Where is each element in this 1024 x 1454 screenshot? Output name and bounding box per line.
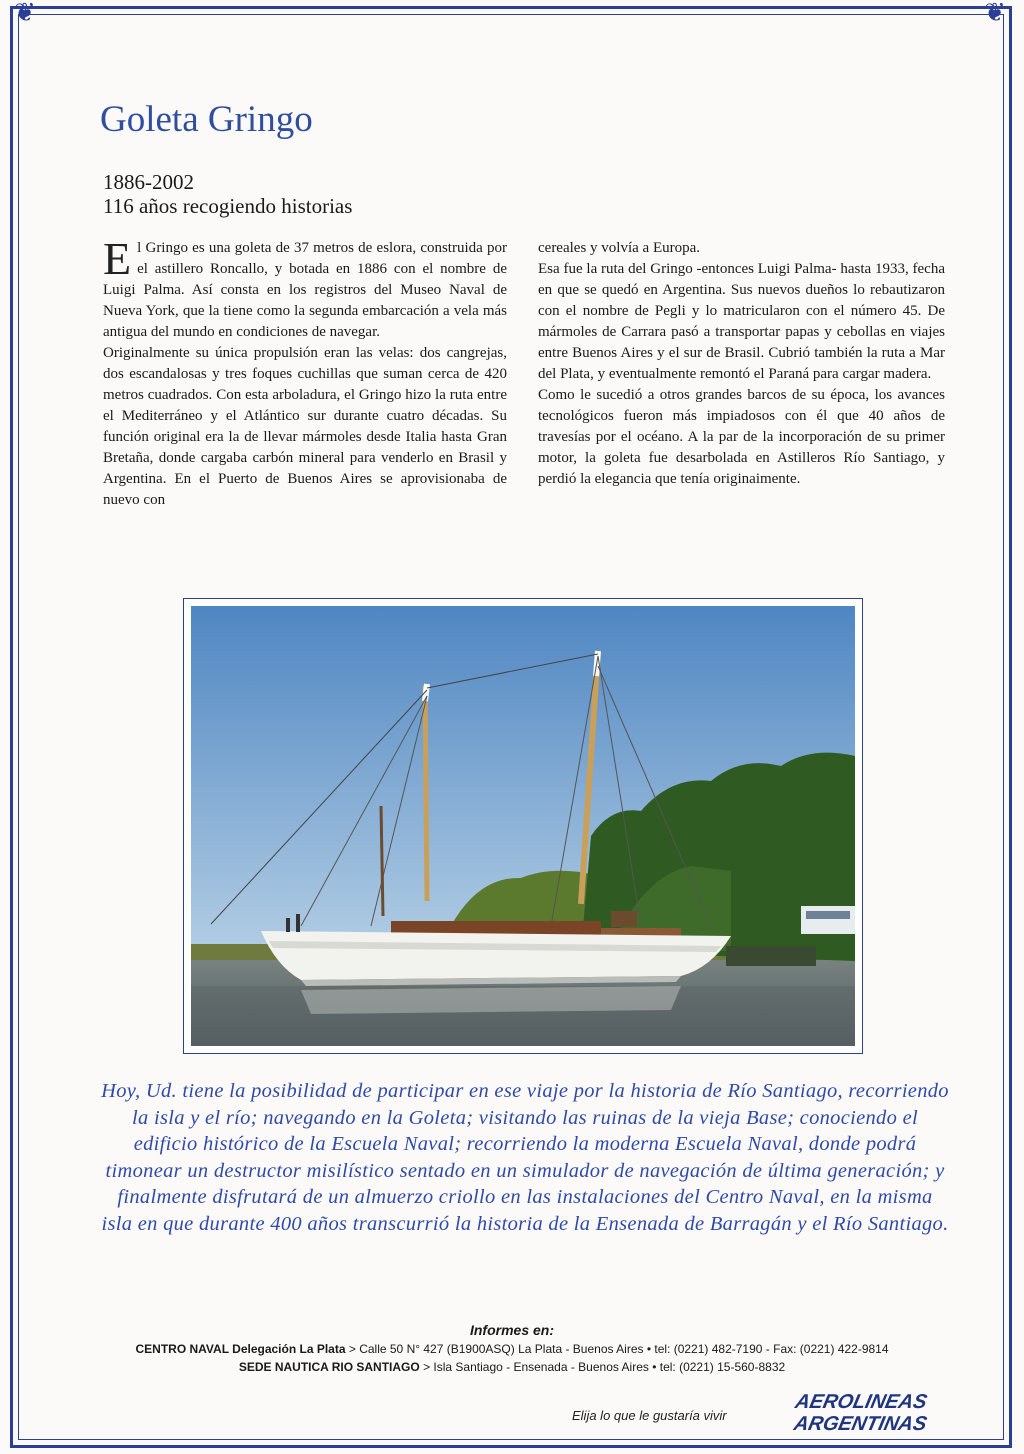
aerolineas-argentinas-logo	[780, 1388, 940, 1434]
paragraph: Originalmente su única propulsión eran las velas: dos cangrejas, dos escandalosas y tres foques cuchillas que suman cerca de 420 metros cuadrados. Con esta arboladura, el Gringo hizo la ruta entre el Mediterráneo y el Atlántico sur durante cuatro décadas. Su función original era la de llevar mármoles desde Italia hasta Gran Bretaña, donde cargaba carbón mineral para venderlo en Brasil y Argentina. En el Puerto de Buenos Aires se aprovisionaba de nuevo con	[103, 345, 507, 508]
paragraph: cereales y volvía a Europa.	[538, 240, 701, 256]
corner-ornament-icon: ❦	[14, 0, 36, 27]
contact-line-centro-naval: CENTRO NAVAL Delegación La Plata > Calle 50 N° 427 (B1900ASQ) La Plata - Buenos Aires • tel: (0221) 482-7190 - Fax: (0221) 422-9814	[135, 1342, 889, 1356]
text-column-right	[538, 238, 945, 490]
corner-ornament-icon: ❦	[984, 0, 1006, 27]
promo-text: Hoy, Ud. tiene la posibilidad de participar en ese viaje por la historia de Río Santiago, recorriendo la isla y el río; navegando en la Goleta; visitando las ruinas de la vieja Base; conociendo el edificio histórico de la Escuela Naval; recorriendo la moderna Escuela Naval, donde podrá timonear un destructor misilístico sentado en un simulador de navegación de última generación; y finalmente disfrutará de un almuerzo criollo en las instalaciones del Centro Naval, en la misma isla en que durante 400 años transcurrió la historia de la Ensenada de Barragán y el Río Santiago.	[101, 1080, 949, 1235]
paragraph: Como le sucedió a otros grandes barcos de su época, los avances tecnológicos fueron más impiadosos con él que 40 años de travesías por el océano. A la par de la incorporación de su primer motor, la goleta fue desarbolada en Astilleros Río Santiago, y perdió la elegancia que tenía originaimente.	[538, 387, 945, 487]
page-subtitle: 116 años recogiendo historias	[103, 194, 353, 218]
page-title: Goleta Gringo	[100, 99, 313, 140]
paragraph: Esa fue la ruta del Gringo -entonces Luigi Palma- hasta 1933, fecha en que se quedó en Argentina. Sus nuevos dueños lo rebautizaron con el nombre de Pegli y lo matricularon con el número 45. De mármoles de Carrara pasó a transportar papas y cebollas en viajes entre Buenos Aires y el sur de Brasil. Cubrió también la ruta a Mar del Plata, y eventualmente remontó el Paraná para cargar madera.	[538, 261, 945, 382]
contact-line-sede-nautica: SEDE NAUTICA RIO SANTIAGO > Isla Santiago - Ensenada - Buenos Aires • tel: (0221) 15-560-8832	[238, 1360, 786, 1374]
tagline: Elija lo que le gustaría vivir	[572, 1408, 727, 1423]
text-column-left	[103, 233, 507, 511]
date-range: 1886-2002	[103, 170, 194, 194]
paragraph: El Gringo es una goleta de 37 metros de eslora, construida por el astillero Roncallo, y botada en 1886 con el nombre de Luigi Palma. Así consta en los registros del Museo Naval de Nueva York, que la tiene como la segunda embarcación a vela más antigua del mundo en condiciones de navegar.	[103, 233, 507, 340]
svg-text:ARGENTINAS: ARGENTINAS	[791, 1413, 929, 1434]
info-title: Informes en:	[469, 1322, 554, 1338]
drop-cap: E	[103, 233, 132, 284]
schooner-photo	[191, 606, 855, 1046]
photo-frame	[183, 598, 863, 1054]
svg-text:AEROLINEAS: AEROLINEAS	[793, 1391, 929, 1413]
